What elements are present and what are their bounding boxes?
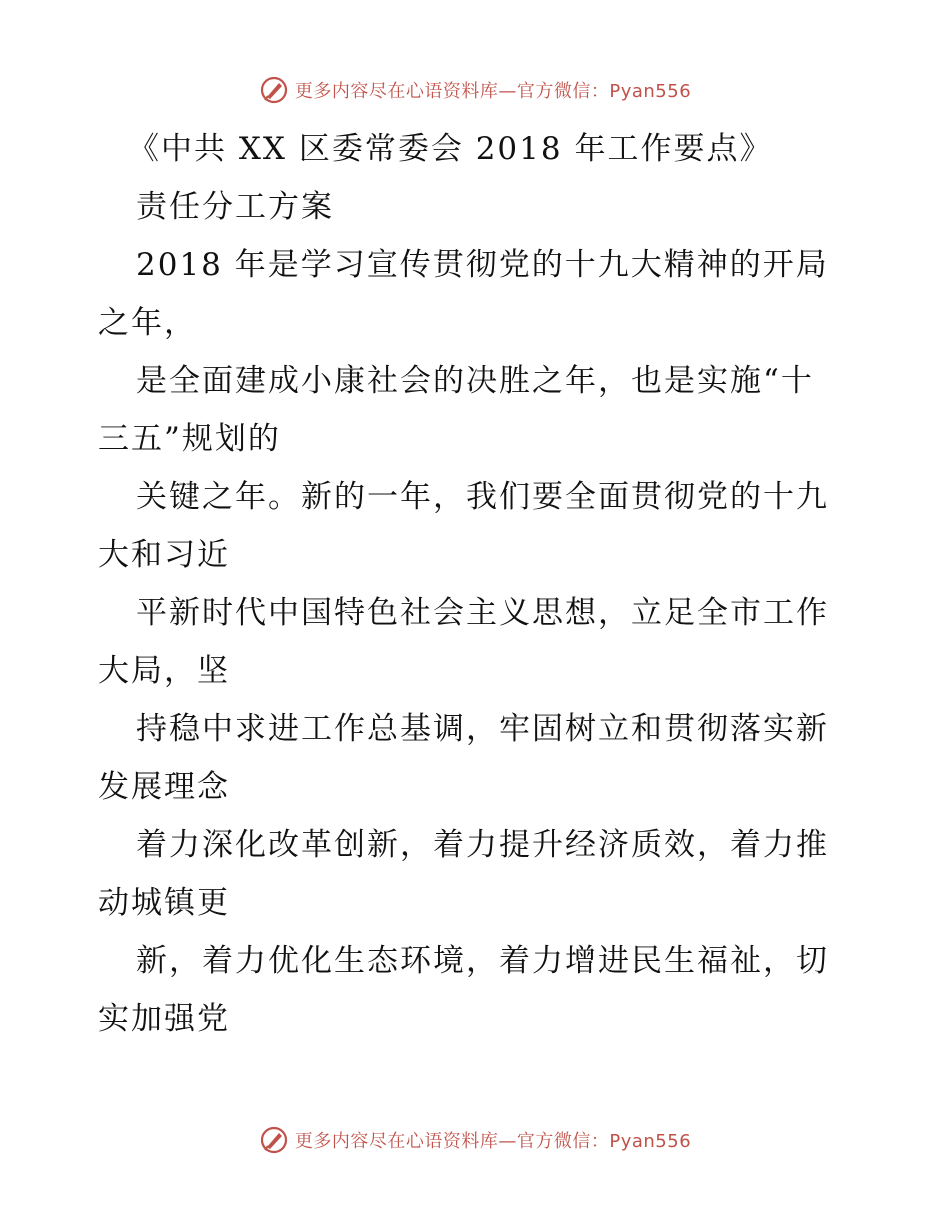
quill-pen-circle-icon (259, 75, 289, 105)
paragraph-line: 大和习近 (98, 537, 230, 573)
paragraph-line: 大局，坚 (98, 653, 230, 689)
paragraph-line: 持稳中求进工作总基调，牢固树立和贯彻落实新 (136, 711, 829, 747)
banner-text: 更多内容尽在心语资料库—官方微信：Pyan556 (294, 1131, 692, 1152)
document-body (98, 120, 858, 1048)
header-banner (0, 70, 950, 110)
paragraph-line: 着力深化改革创新，着力提升经济质效，着力推 (136, 827, 829, 863)
paragraph-line: 实加强党 (98, 1001, 230, 1037)
quill-pen-circle-icon (259, 1125, 289, 1155)
paragraph-line: 三五”规划的 (98, 421, 281, 457)
paragraph-line: 发展理念 (98, 769, 230, 805)
footer-banner (0, 1120, 950, 1160)
document-title: 《中共 XX 区委常委会 2018 年工作要点》 (128, 131, 773, 167)
paragraph-line: 平新时代中国特色社会主义思想，立足全市工作 (136, 595, 829, 631)
paragraph-line: 是全面建成小康社会的决胜之年，也是实施“十 (136, 363, 814, 399)
paragraph-line: 动城镇更 (98, 885, 230, 921)
document-subtitle: 责任分工方案 (136, 189, 334, 225)
paragraph-line: 之年， (98, 305, 197, 341)
paragraph-line: 关键之年。新的一年，我们要全面贯彻党的十九 (136, 479, 829, 515)
banner-text: 更多内容尽在心语资料库—官方微信：Pyan556 (294, 81, 692, 102)
paragraph-line: 新，着力优化生态环境，着力增进民生福祉，切 (136, 943, 829, 979)
paragraph-line: 2018 年是学习宣传贯彻党的十九大精神的开局 (136, 247, 829, 283)
